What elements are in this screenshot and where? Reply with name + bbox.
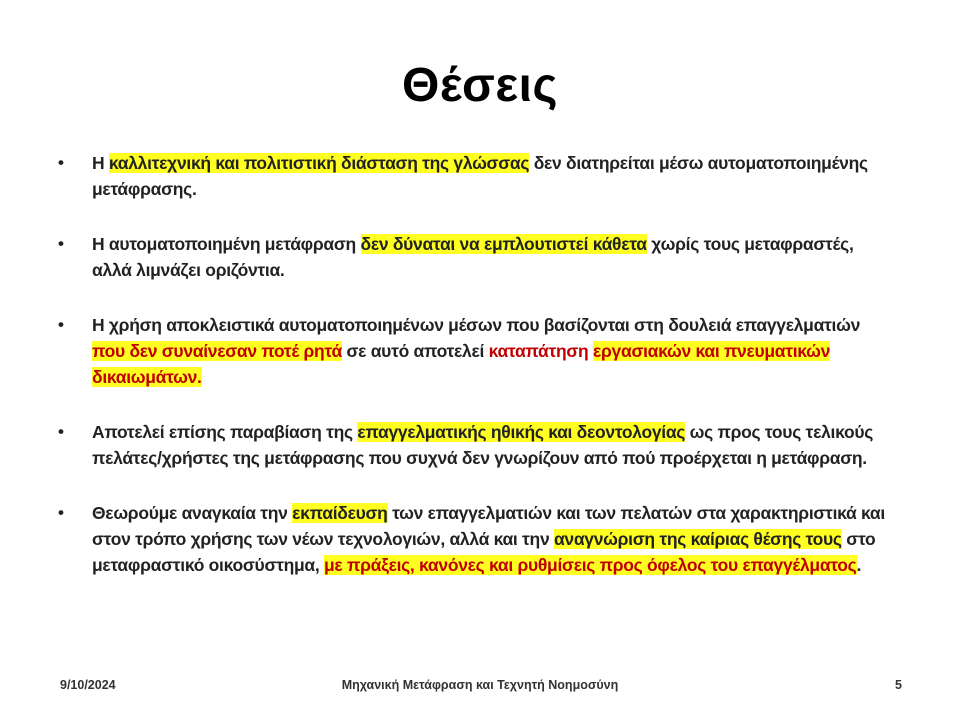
bullet-item (58, 500, 888, 578)
bullet-text: Η χρήση αποκλειστικά αυτοματοποιημένων μέσων που βασίζονται στη δουλειά επαγγελματιών (92, 315, 861, 335)
bullet-item (58, 312, 888, 390)
bullet-dot-icon: • (58, 234, 64, 253)
bullet-highlight-red: εργασιακών και πνευματικών δικαιωμάτων. (92, 341, 831, 387)
bullet-text: . (856, 555, 862, 575)
bullet-highlight-red: που δεν συναίνεσαν ποτέ ρητά (92, 341, 342, 361)
bullet-text: σε αυτό αποτελεί (341, 341, 489, 361)
bullet-text: Η (92, 153, 109, 173)
bullet-text: δεν διατηρείται μέσω αυτοματοποιημένης μετάφρασης. (92, 153, 868, 199)
bullet-item (58, 150, 888, 202)
bullet-text: των επαγγελματιών και των πελατών στα χαρακτηριστικά και στον τρόπο χρήσης των νέων τεχνολογιών, αλλά και την (92, 503, 885, 549)
slide-title: Θέσεις (402, 59, 558, 112)
bullet-highlight: δεν δύναται να εμπλουτιστεί κάθετα (360, 234, 647, 254)
bullet-item (58, 231, 888, 283)
page-number: 5 (895, 678, 902, 692)
bullet-dot-icon: • (58, 315, 64, 334)
bullet-highlight: επαγγελματικής ηθικής και δεοντολογίας (357, 422, 686, 442)
bullet-text: ως προς τους τελικούς πελάτες/χρήστες της μετάφρασης που συχνά δεν γνωρίζουν από πού προέρχεται η μετάφραση. (92, 422, 874, 468)
footer-date: 9/10/2024 (60, 678, 116, 692)
bullet-dot-icon: • (58, 422, 64, 441)
bullet-text: Η αυτοματοποιημένη μετάφραση (92, 234, 361, 254)
bullet-text: στο μεταφραστικό οικοσύστημα, (92, 529, 876, 575)
bullet-text: Θεωρούμε αναγκαία την (92, 503, 293, 523)
bullet-dot-icon: • (58, 153, 64, 172)
bullet-item (58, 419, 888, 471)
bullet-text: χωρίς τους μεταφραστές, αλλά λιμνάζει οριζόντια. (92, 234, 854, 280)
bullet-text: Αποτελεί επίσης παραβίαση της (92, 422, 358, 442)
bullet-highlight: καλλιτεχνική και πολιτιστική διάσταση της γλώσσας (108, 153, 530, 173)
bullet-red-text: καταπάτηση (488, 341, 594, 361)
footer-title: Μηχανική Μετάφραση και Τεχνητή Νοημοσύνη (341, 678, 619, 692)
bullet-highlight: αναγνώριση της καίριας θέσης τους (553, 529, 842, 549)
bullet-dot-icon: • (58, 503, 64, 522)
bullet-highlight-red: με πράξεις, κανόνες και ρυθμίσεις προς όφελος του επαγγέλματος (324, 555, 857, 575)
bullet-list (58, 150, 888, 607)
bullet-highlight: εκπαίδευση (292, 503, 388, 523)
